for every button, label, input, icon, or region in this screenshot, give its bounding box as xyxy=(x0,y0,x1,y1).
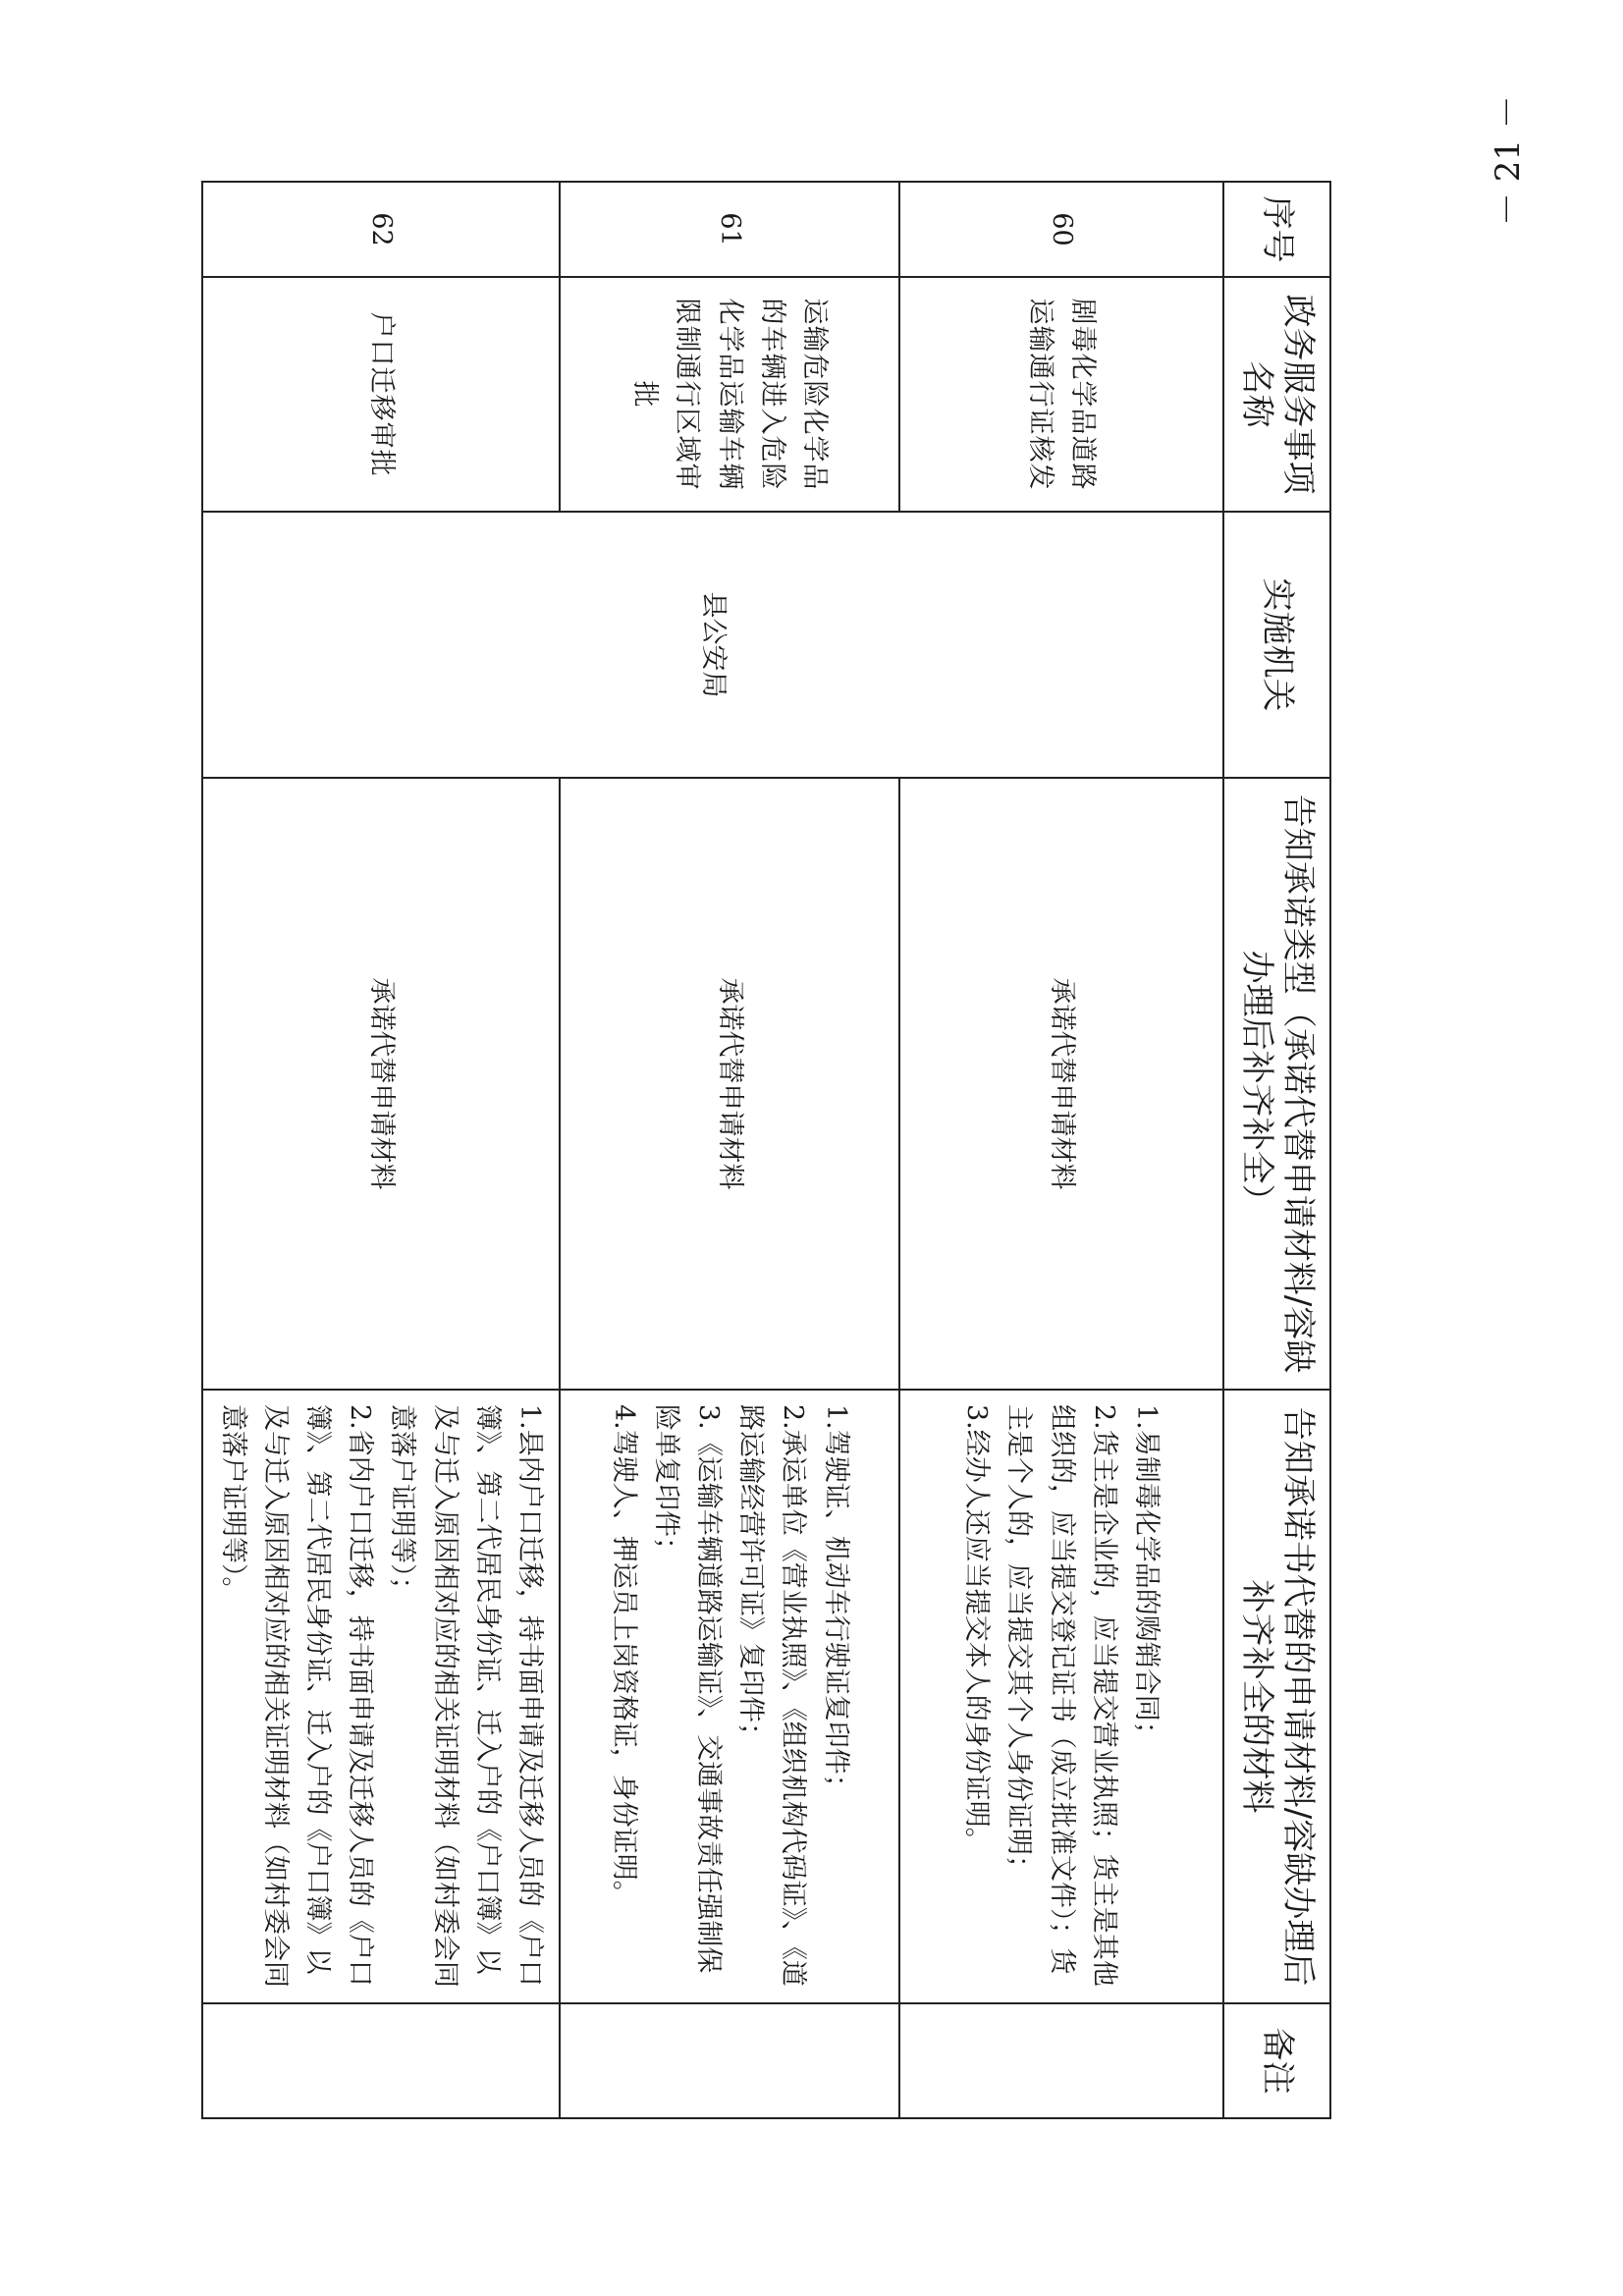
header-remarks: 备注 xyxy=(1223,2003,1330,2118)
material-item: 3.经办人还应当提交本人的身份证明。 xyxy=(961,1404,993,1854)
materials-cell xyxy=(203,1390,561,2003)
header-item-name: 政务服务事项名称 xyxy=(1223,277,1330,512)
materials-cell xyxy=(899,1390,1223,2003)
commitment-type-cell: 承诺代替申请材料 xyxy=(899,778,1223,1390)
seq-cell: 60 xyxy=(899,182,1223,277)
agency-cell: 县公安局 xyxy=(203,512,1224,778)
page-number: － 21 － xyxy=(1488,95,1528,226)
remarks-cell xyxy=(203,2003,561,2118)
material-item: 1.县内户口迁移，持书面申请及迁移人员的《户口簿》、第二代居民身份证、迁入户的《户口簿》以及与迁入原因相对应的相关证明材料（如村委会同意落户证明等）； xyxy=(387,1404,545,1988)
header-commitment-type: 告知承诺类型（承诺代替申请材料/容缺办理后补齐补全） xyxy=(1223,778,1330,1390)
remarks-cell xyxy=(899,2003,1223,2118)
commitment-type-cell: 承诺代替申请材料 xyxy=(560,778,899,1390)
rotated-table-container xyxy=(217,181,1331,2117)
header-materials: 告知承诺书代替的申请材料/容缺办理后补齐补全的材料 xyxy=(1223,1390,1330,2003)
table-row xyxy=(899,182,1223,2118)
header-agency: 实施机关 xyxy=(1223,512,1330,778)
remarks-cell xyxy=(560,2003,899,2118)
commitment-type-cell: 承诺代替申请材料 xyxy=(203,778,561,1390)
table-row xyxy=(203,182,561,2118)
item-name-cell: 剧毒化学品道路运输通行证核发 xyxy=(899,277,1223,512)
header-row xyxy=(1223,182,1330,2118)
material-item: 3.《运输车辆道路运输证》、交通事故责任强制保险单复印件； xyxy=(650,1404,724,1974)
material-item: 2.货主是企业的，应当提交营业执照；货主是其他组织的，应当提交登记证书（成立批准文件）；货主是个人的，应当提交其个人身份证明； xyxy=(1003,1404,1119,1987)
material-item: 1.驾驶证、机动车行驶证复印件； xyxy=(820,1404,851,1801)
material-item: 1.易制毒化学品的购销合同； xyxy=(1130,1404,1162,1748)
commitment-table xyxy=(202,181,1332,2119)
item-name-cell: 运输危险化学品的车辆进入危险化学品运输车辆限制通行区域审批 xyxy=(560,277,899,512)
seq-cell: 61 xyxy=(560,182,899,277)
item-name-cell: 户口迁移审批 xyxy=(203,277,561,512)
table-row xyxy=(560,182,899,2118)
materials-cell xyxy=(560,1390,899,2003)
material-item: 4.驾驶人、押运员上岗资格证，身份证明。 xyxy=(608,1404,639,1907)
seq-cell: 62 xyxy=(203,182,561,277)
material-item: 2.承运单位《营业执照》、《组织机构代码证》、《道路运输经营许可证》复印件； xyxy=(735,1404,809,1987)
header-seq: 序号 xyxy=(1223,182,1330,277)
material-item: 2.省内户口迁移，持书面申请及迁移人员的《户口簿》、第二代居民身份证、迁入户的《户口簿》以及与迁入原因相对应的相关证明材料（如村委会同意落户证明等）。 xyxy=(217,1404,376,1988)
